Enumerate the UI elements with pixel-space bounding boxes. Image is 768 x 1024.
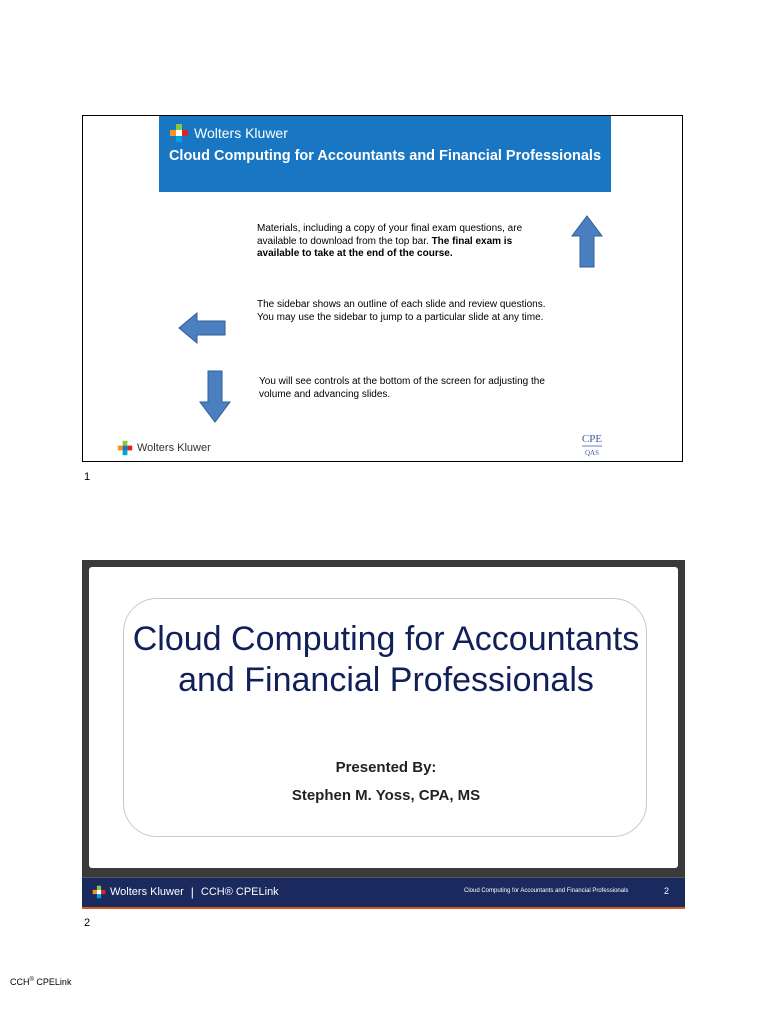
- badge-bottom-text: QAS: [584, 449, 600, 457]
- slide-1-header-banner: [159, 116, 611, 192]
- materials-note: [257, 223, 557, 261]
- page-number: 2: [84, 917, 91, 929]
- doc-footer-suffix: CPELink: [33, 977, 72, 987]
- slide-1-title: Cloud Computing for Accountants and Financial Professionals: [168, 148, 602, 164]
- slide-2-title: Cloud Computing for Accountants and Financial Professionals: [132, 620, 640, 699]
- doc-footer-registered-mark: ®: [29, 977, 34, 983]
- footer-bar-separator: |: [190, 885, 194, 899]
- slide-1: [82, 115, 683, 462]
- footer-bar-course-title: Cloud Computing for Accountants and Financial Professionals: [464, 888, 629, 894]
- footer-bar-accent-line: [82, 907, 685, 909]
- slide-2-footer-bar: [82, 877, 685, 908]
- badge-top-text: CPE: [581, 433, 603, 445]
- wolters-kluwer-logo-icon: [169, 123, 189, 143]
- footer-bar-brand: Wolters Kluwer: [110, 886, 184, 898]
- slide-2: [82, 560, 685, 909]
- document-footer: [10, 977, 71, 987]
- wolters-kluwer-logo-icon: [117, 440, 133, 456]
- footer-bar-product: CCH® CPELink: [200, 886, 279, 898]
- slide-2-content-area: [89, 567, 678, 868]
- arrow-down-icon: [199, 370, 231, 424]
- page-number: 1: [84, 471, 91, 483]
- title-frame: [123, 598, 647, 837]
- footer-bar-logo: [92, 885, 279, 899]
- materials-note-text: Materials, including a copy of your final exam questions, are available to download from the top bar.: [257, 223, 523, 247]
- cpe-qas-badge-icon: [579, 429, 605, 459]
- slide-1-brand: Wolters Kluwer: [194, 125, 288, 141]
- wolters-kluwer-logo-icon: [92, 885, 106, 899]
- slide-1-footer-logo: [117, 440, 211, 456]
- arrow-left-icon: [178, 312, 226, 344]
- presenter-name: Stephen M. Yoss, CPA, MS: [291, 787, 481, 804]
- presented-by-label: Presented By:: [335, 759, 437, 776]
- controls-note: You will see controls at the bottom of the screen for adjusting the volume and advancing slides.: [259, 376, 545, 400]
- final-exam-note: The final exam is available to take at the end of the course.: [257, 235, 513, 259]
- doc-footer-prefix: CCH: [10, 977, 30, 987]
- sidebar-note: The sidebar shows an outline of each slide and review questions. You may use the sidebar to jump to a particular slide at any time.: [257, 299, 546, 323]
- slide-1-logo: [169, 123, 288, 143]
- arrow-up-icon: [571, 215, 603, 269]
- footer-bar-slide-number: 2: [664, 886, 670, 896]
- slide-1-footer-brand: Wolters Kluwer: [137, 442, 211, 454]
